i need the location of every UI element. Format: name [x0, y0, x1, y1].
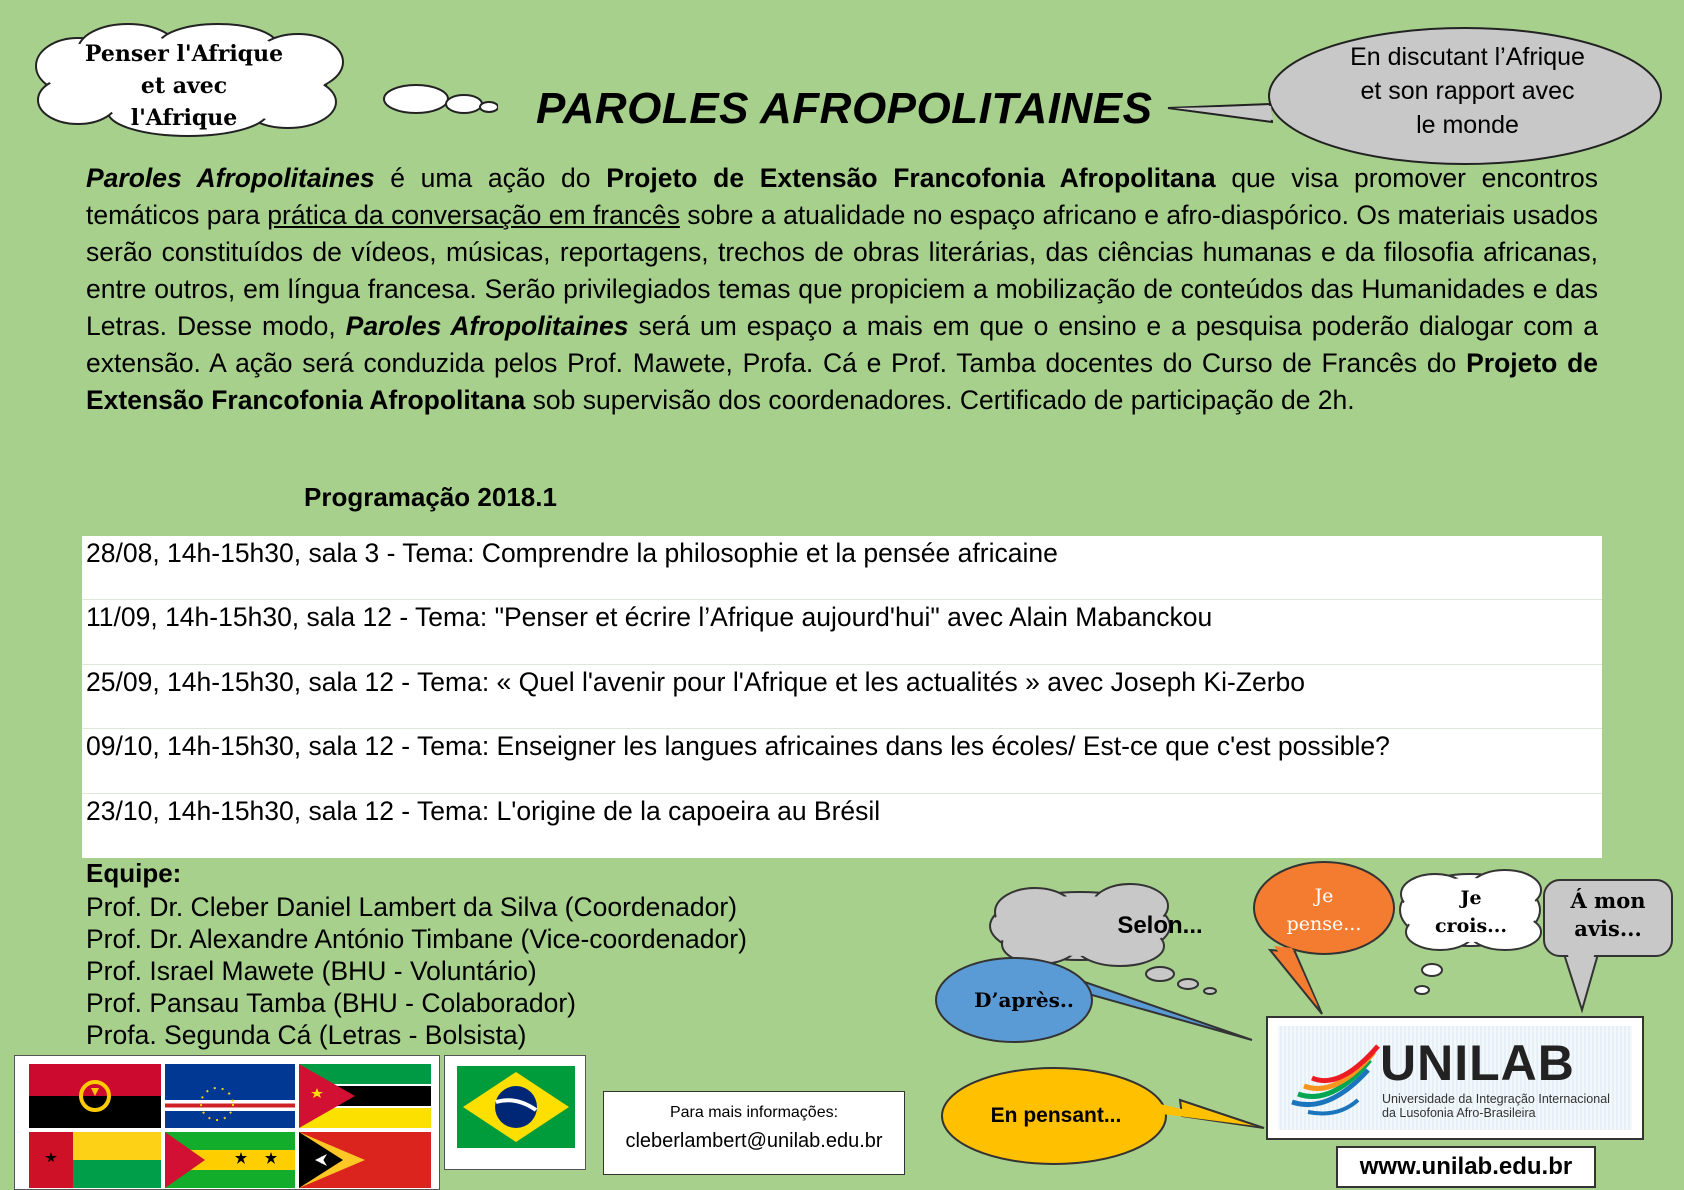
bubble-selon-text: Selon... — [1117, 912, 1203, 939]
intro-extension-name: Projeto de Extensão Francofonia Afropolitana — [86, 348, 1598, 415]
speech-line-3: le monde — [1416, 111, 1519, 139]
unilab-logo-mark-icon — [1288, 1040, 1388, 1120]
contact-label: Para mais informações: — [669, 1104, 839, 1121]
schedule-row: 23/10, 14h-15h30, sala 12 - Tema: L'origine de la capoeira au Brésil — [86, 795, 881, 826]
schedule-row: 11/09, 14h-15h30, sala 12 - Tema: "Penser et écrire l’Afrique aujourd'hui" avec Alain Mabanckou — [82, 600, 1602, 664]
program-heading: Programação 2018.1 — [304, 482, 557, 512]
bubble-mon-avis-line2: avis... — [1574, 916, 1642, 941]
brazil-flag-panel — [444, 1055, 586, 1170]
timor-leste-flag-icon — [299, 1132, 431, 1188]
cape-verde-flag-icon — [165, 1064, 295, 1128]
bubble-dapres-text: D’après.. — [974, 988, 1074, 1012]
unilab-subtitle-line2: da Lusofonia Afro-Brasileira — [1382, 1106, 1536, 1120]
bubble-je-crois — [1416, 882, 1526, 942]
page-title: PAROLES AFROPOLITAINES — [536, 84, 1153, 133]
schedule-row: 25/09, 14h-15h30, sala 12 - Tema: « Quel l'avenir pour l'Afrique et les actualités » avec Joseph Ki-Zerbo — [82, 665, 1602, 729]
intro-project-name: Paroles Afropolitaines — [86, 163, 375, 193]
intro-extension-name: Projeto de Extensão Francofonia Afropolitana — [606, 163, 1216, 193]
unilab-logo-subtitle — [1382, 1092, 1610, 1120]
intro-text: sobre a atualidade no espaço africano e afro-diaspórico. Os materiais usados serão constituídos de vídeos, músicas, reportagens, trechos de obras literárias, das ciências humanas e da filosofia africanas, entre outros, em língua francesa. Serão privilegiados temas que propiciem a mobilização de conteúdos das Humanidades e das Letras. Desse modo, — [86, 200, 1598, 341]
bubble-en-pensant — [966, 1096, 1146, 1136]
thought-line-1: Penser l'Afrique — [84, 41, 284, 67]
schedule-table — [82, 536, 1602, 858]
website-link[interactable]: www.unilab.edu.br — [1336, 1146, 1596, 1188]
team-member: Profa. Segunda Cá (Letras - Bolsista) — [86, 1020, 527, 1050]
intro-text: que visa promover encontros temáticos para — [86, 163, 1598, 230]
unilab-logo-box — [1266, 1016, 1644, 1140]
unilab-subtitle-line1: Universidade da Integração Internacional — [1382, 1092, 1610, 1106]
bubble-je-crois-line1: Je — [1460, 887, 1482, 909]
intro-underlined: prática da conversação em francês — [267, 200, 680, 230]
intro-text: será um espaço a mais em que o ensino e a pesquisa poderão dialogar com a extensão. A ação será conduzida pelos Prof. Mawete, Profa. Cá e Prof. Tamba docentes do Curso de Francês do — [86, 311, 1598, 378]
unilab-logo-name: UNILAB — [1380, 1035, 1575, 1091]
thought-cloud-text — [84, 38, 284, 134]
speech-line-2: et son rapport avec — [1360, 77, 1575, 105]
bubble-mon-avis — [1548, 884, 1668, 946]
flags-panel — [14, 1055, 440, 1190]
bubble-je-pense-line1: Je — [1314, 885, 1334, 907]
bubble-en-pensant-text: En pensant... — [990, 1104, 1122, 1127]
speech-line-1: En discutant l’Afrique — [1350, 43, 1585, 71]
mozambique-flag-icon — [299, 1064, 431, 1128]
angola-flag-icon — [29, 1064, 161, 1128]
intro-text: sob supervisão dos coordenadores. Certificado de participação de 2h. — [525, 385, 1355, 415]
intro-paragraph — [86, 160, 1598, 419]
bubble-selon — [1080, 906, 1240, 946]
intro-text: é uma ação do — [374, 163, 607, 193]
bubble-je-crois-line2: crois... — [1434, 915, 1507, 937]
speech-bubble-text — [1300, 40, 1635, 142]
intro-project-name: Paroles Afropolitaines — [345, 311, 629, 341]
sao-tome-flag-icon — [165, 1132, 295, 1188]
team-member: Prof. Pansau Tamba (BHU - Colaborador) — [86, 988, 576, 1018]
guinea-bissau-flag-icon — [29, 1132, 161, 1188]
team-member: Prof. Dr. Cleber Daniel Lambert da Silva (Coordenador) — [86, 892, 738, 922]
schedule-row: 09/10, 14h-15h30, sala 12 - Tema: Enseigner les langues africaines dans les écoles/ Est-ce que c'est possible? — [82, 729, 1602, 793]
team-heading: Equipe: — [86, 858, 182, 888]
bubble-mon-avis-line1: Á mon — [1570, 888, 1646, 913]
bubble-je-pense — [1264, 880, 1384, 940]
contact-box — [603, 1091, 905, 1175]
schedule-row: 28/08, 14h-15h30, sala 3 - Tema: Comprendre la philosophie et la pensée africaine — [82, 536, 1602, 600]
contact-email[interactable]: cleberlambert@unilab.edu.br — [625, 1130, 883, 1152]
brazil-flag-icon — [457, 1066, 575, 1148]
team-member: Prof. Dr. Alexandre António Timbane (Vice-coordenador) — [86, 924, 747, 954]
team-member: Prof. Israel Mawete (BHU - Voluntário) — [86, 956, 537, 986]
thought-line-2: et avec l'Afrique — [130, 73, 238, 131]
bubble-dapres — [960, 980, 1088, 1020]
bubble-je-pense-line2: pense... — [1286, 913, 1362, 935]
